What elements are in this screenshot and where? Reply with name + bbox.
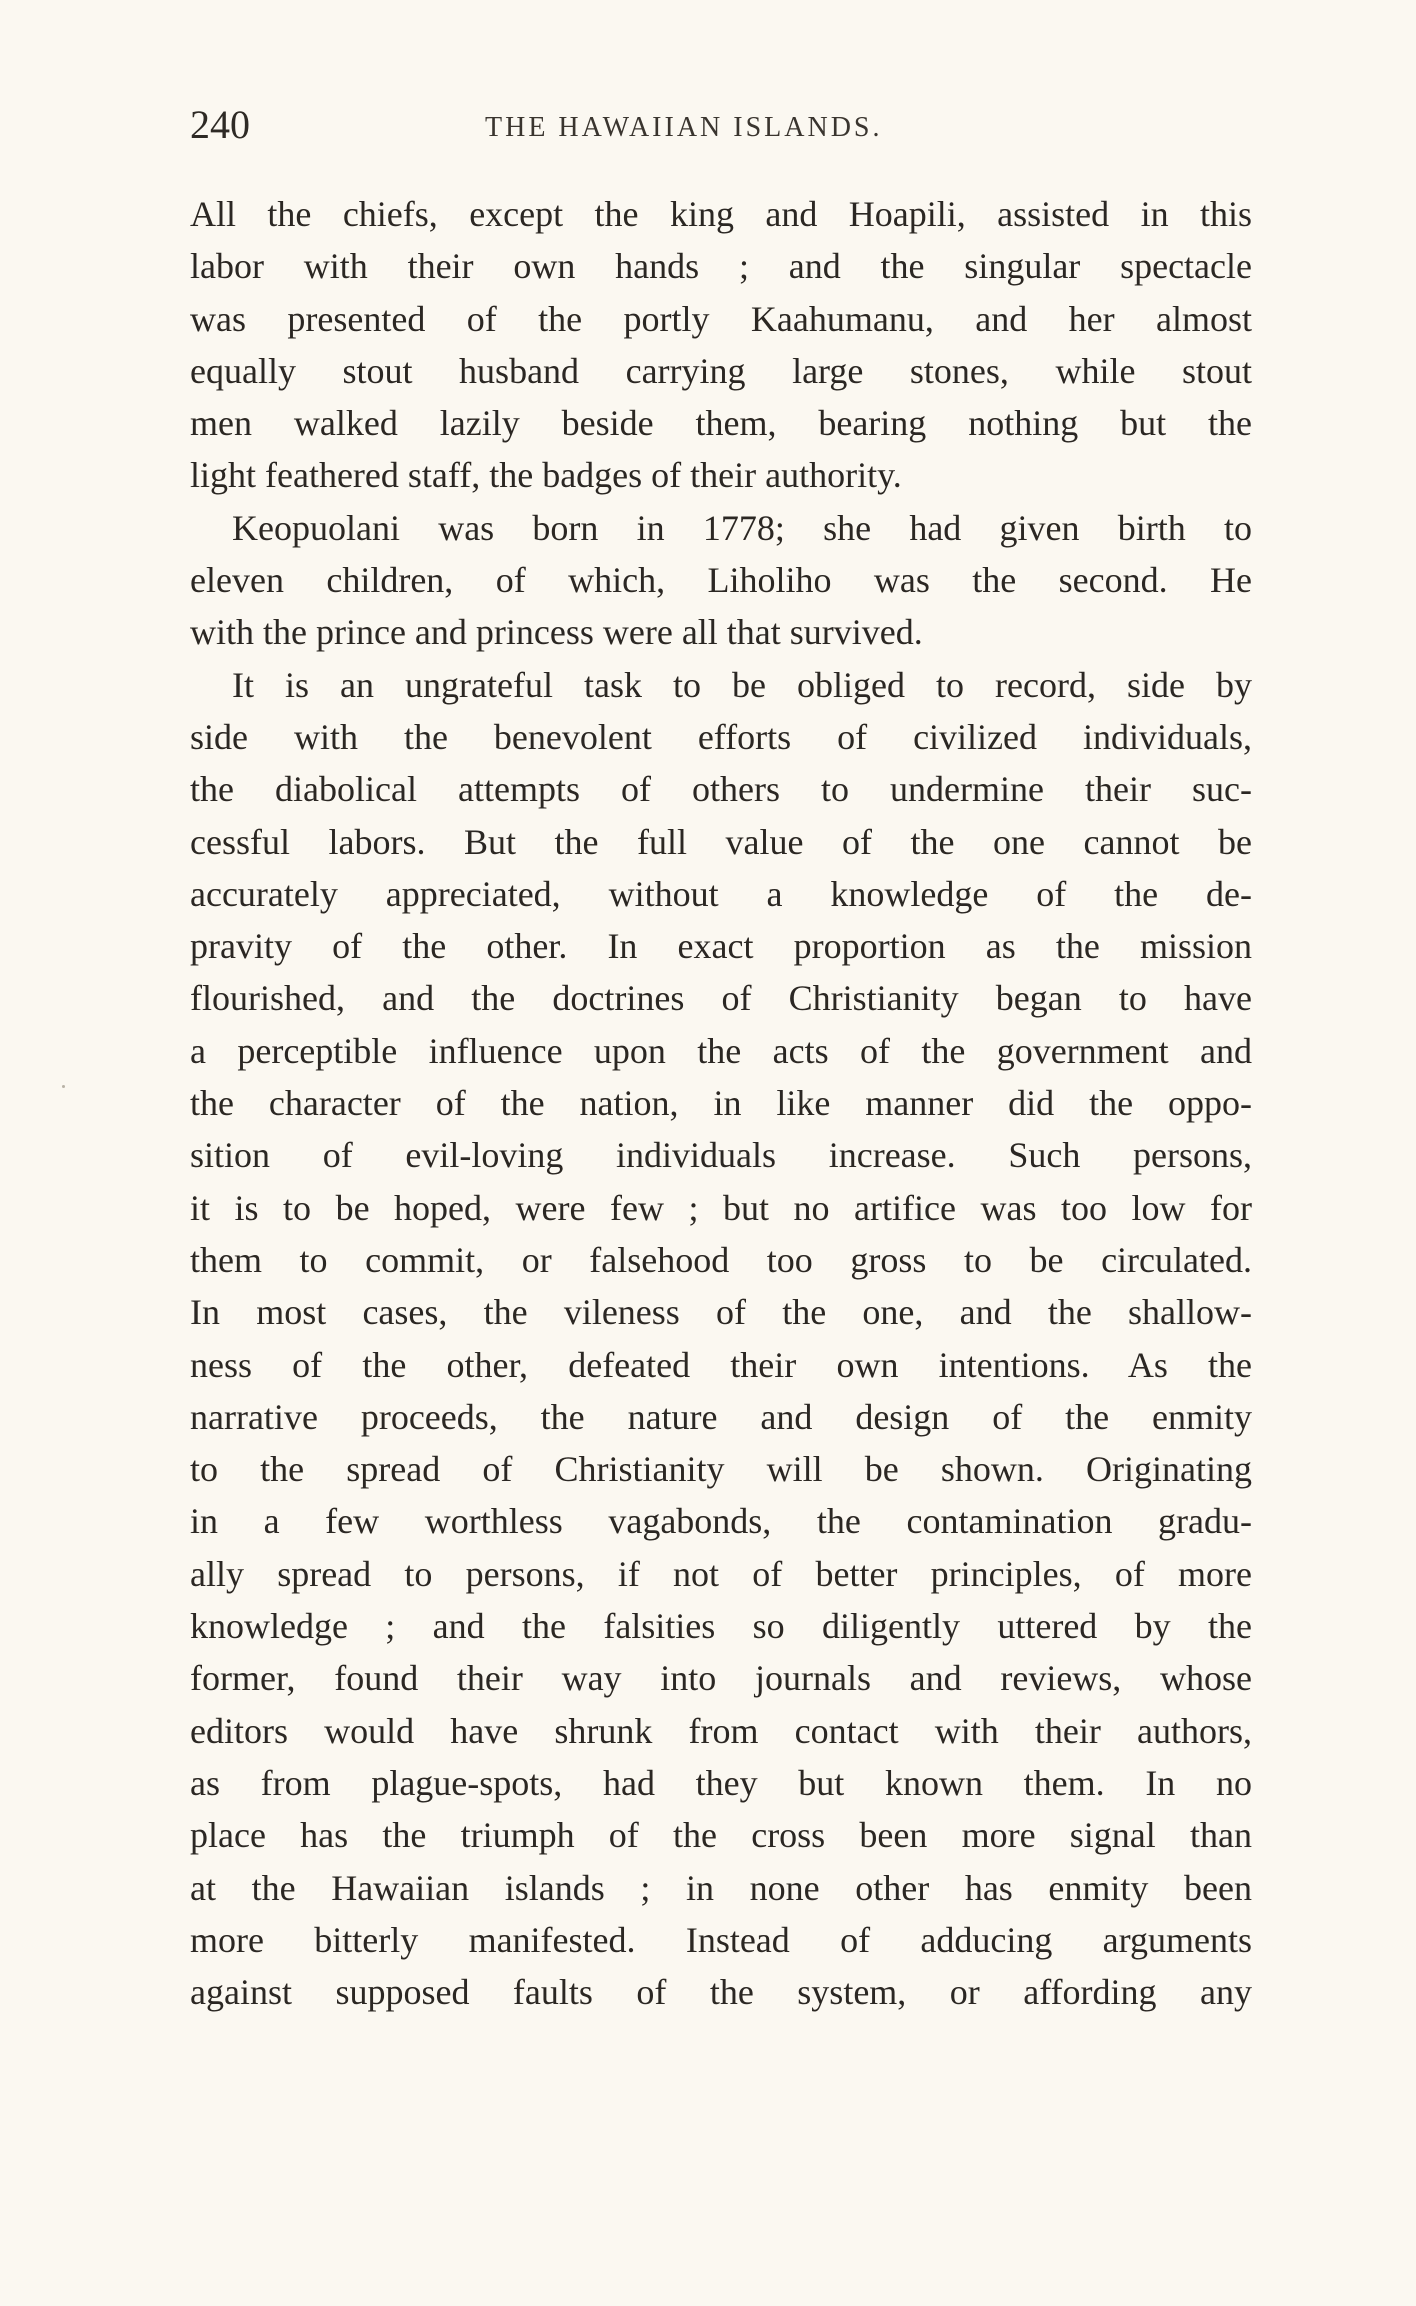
text-line: ness of the other, defeated their own intentions. As the [190, 1344, 1252, 1385]
text-line: flourished, and the doctrines of Christianity began to have [190, 978, 1252, 1019]
text-line: side with the benevolent efforts of civilized individuals, [190, 716, 1252, 757]
text-line: a perceptible influence upon the acts of the government and [190, 1030, 1252, 1071]
text-line: with the prince and princess were all that survived. [190, 612, 923, 653]
text-line: them to commit, or falsehood too gross to be circulated. [190, 1239, 1252, 1280]
text-line: place has the triumph of the cross been more signal than [190, 1815, 1252, 1856]
text-line: equally stout husband carrying large stones, while stout [190, 350, 1252, 391]
running-head: THE HAWAIIAN ISLANDS. [485, 112, 883, 143]
text-line: pravity of the other. In exact proportion as the mission [190, 926, 1252, 967]
text-line: In most cases, the vileness of the one, and the shallow- [190, 1292, 1252, 1333]
text-line: All the chiefs, except the king and Hoapili, assisted in this [190, 194, 1252, 234]
body-text [190, 188, 1252, 2018]
text-line: light feathered staff, the badges of their authority. [190, 455, 902, 496]
text-line: eleven children, of which, Liholiho was the second. He [190, 560, 1252, 601]
text-line: ally spread to persons, if not of better principles, of more [190, 1553, 1252, 1594]
text-line: the diabolical attempts of others to undermine their suc- [190, 769, 1252, 810]
text-line: editors would have shrunk from contact with their authors, [190, 1710, 1252, 1751]
paragraph-start-line: It is an ungrateful task to be obliged to record, side by [232, 664, 1252, 705]
text-line: former, found their way into journals and reviews, whose [190, 1658, 1252, 1699]
text-line: as from plague-spots, had they but known them. In no [190, 1762, 1252, 1803]
text-line: narrative proceeds, the nature and design of the enmity [190, 1396, 1252, 1437]
text-line: it is to be hoped, were few ; but no artifice was too low for [190, 1187, 1252, 1228]
text-line: cessful labors. But the full value of the one cannot be [190, 821, 1252, 862]
paper-speck [62, 1085, 65, 1088]
text-line: against supposed faults of the system, or affording any [190, 1972, 1252, 2013]
text-line: at the Hawaiian islands ; in none other has enmity been [190, 1867, 1252, 1908]
paragraph-start-line: Keopuolani was born in 1778; she had given birth to [232, 507, 1252, 548]
text-line: the character of the nation, in like manner did the oppo- [190, 1083, 1252, 1124]
text-line: men walked lazily beside them, bearing nothing but the [190, 403, 1252, 444]
text-line: to the spread of Christianity will be shown. Originating [190, 1449, 1252, 1490]
text-line: sition of evil-loving individuals increase. Such persons, [190, 1135, 1252, 1176]
text-line: accurately appreciated, without a knowledge of the de- [190, 873, 1252, 914]
text-line: knowledge ; and the falsities so diligently uttered by the [190, 1606, 1252, 1647]
text-line: was presented of the portly Kaahumanu, and her almost [190, 298, 1252, 339]
text-line: in a few worthless vagabonds, the contamination gradu- [190, 1501, 1252, 1542]
text-line: more bitterly manifested. Instead of adducing arguments [190, 1919, 1252, 1960]
page-header [190, 100, 1250, 160]
text-line: labor with their own hands ; and the singular spectacle [190, 246, 1252, 287]
page-number: 240 [190, 102, 250, 147]
